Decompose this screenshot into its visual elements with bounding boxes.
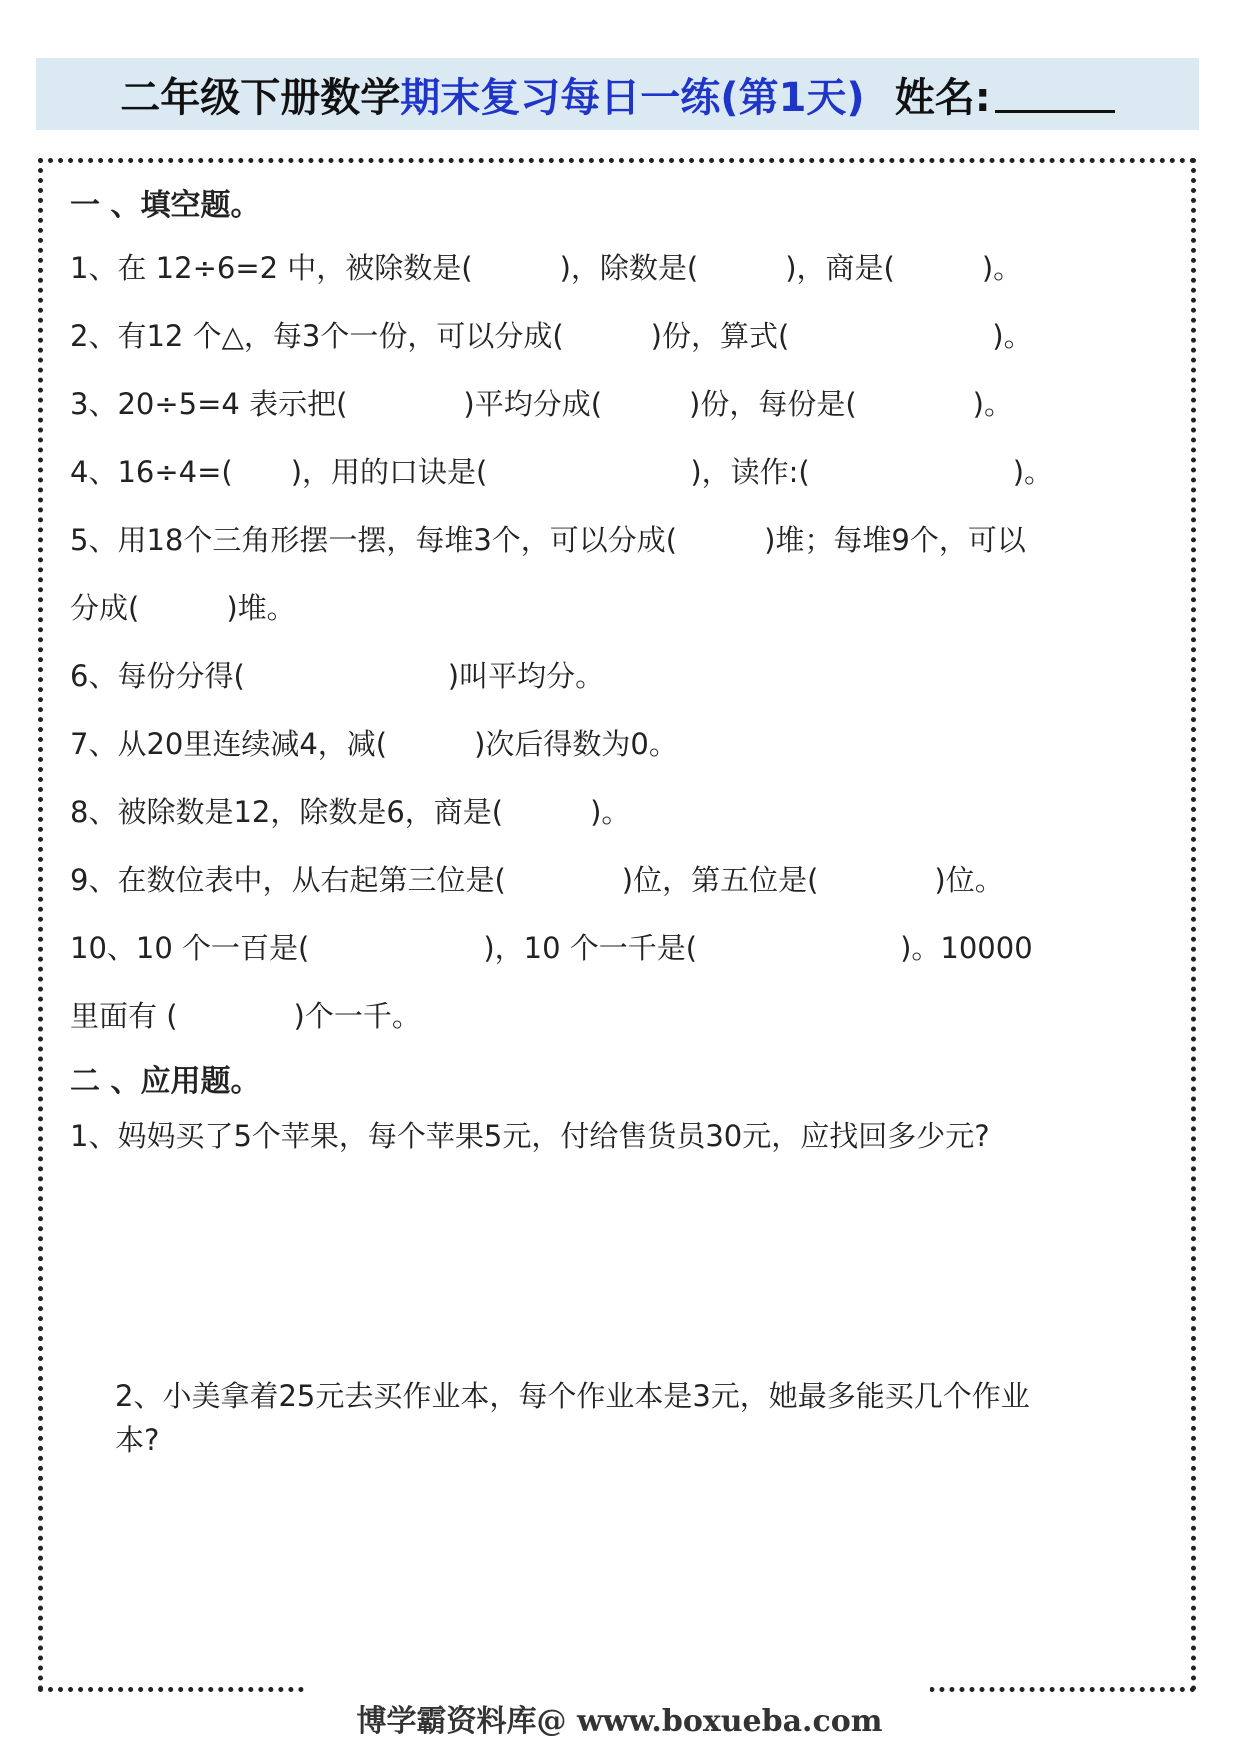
application-question-1: 1、妈妈买了5个苹果，每个苹果5元，付给售货员30元，应找回多少元? (70, 1119, 990, 1153)
question-3: 3、20÷5=4 表示把( )平均分成( )份，每份是( )。 (70, 387, 1013, 421)
question-10-line-2: 里面有 ( )个一千。 (70, 999, 421, 1033)
question-5-line-2: 分成( )堆。 (70, 591, 296, 625)
name-label: 姓名: (894, 74, 991, 121)
question-1: 1、在 12÷6=2 中，被除数是( )，除数是( )，商是( )。 (70, 251, 1023, 285)
application-question-2-line-2: 本? (115, 1423, 160, 1457)
question-9: 9、在数位表中，从右起第三位是( )位，第五位是( )位。 (70, 863, 1004, 897)
title-grade: 二年级下册数学 (120, 74, 401, 121)
question-2: 2、有12 个△，每3个一份，可以分成( )份，算式( )。 (70, 319, 1033, 353)
question-5-line-1: 5、用18个三角形摆一摆，每堆3个，可以分成( )堆；每堆9个，可以 (70, 523, 1026, 557)
title-review: 期末复习每日一练(第1天) (400, 74, 865, 121)
footer-watermark: 博学霸资料库@ www.boxueba.com (356, 1704, 883, 1739)
question-4: 4、16÷4=( )，用的口诀是( )，读作:( )。 (70, 455, 1054, 489)
section-title-fill-blank: 一 、填空题。 (70, 188, 261, 223)
section-title-application: 二 、应用题。 (70, 1064, 261, 1099)
question-7: 7、从20里连续减4，减( )次后得数为0。 (70, 727, 678, 761)
name-blank-line[interactable] (995, 76, 1115, 113)
question-8: 8、被除数是12，除数是6，商是( )。 (70, 795, 631, 829)
worksheet-header (36, 58, 1199, 130)
question-6: 6、每份分得( )叫平均分。 (70, 659, 605, 693)
question-10-line-1: 10、10 个一百是( )，10 个一千是( )。10000 (70, 931, 1033, 965)
application-question-2-line-1: 2、小美拿着25元去买作业本，每个作业本是3元，她最多能买几个作业 (115, 1379, 1030, 1413)
